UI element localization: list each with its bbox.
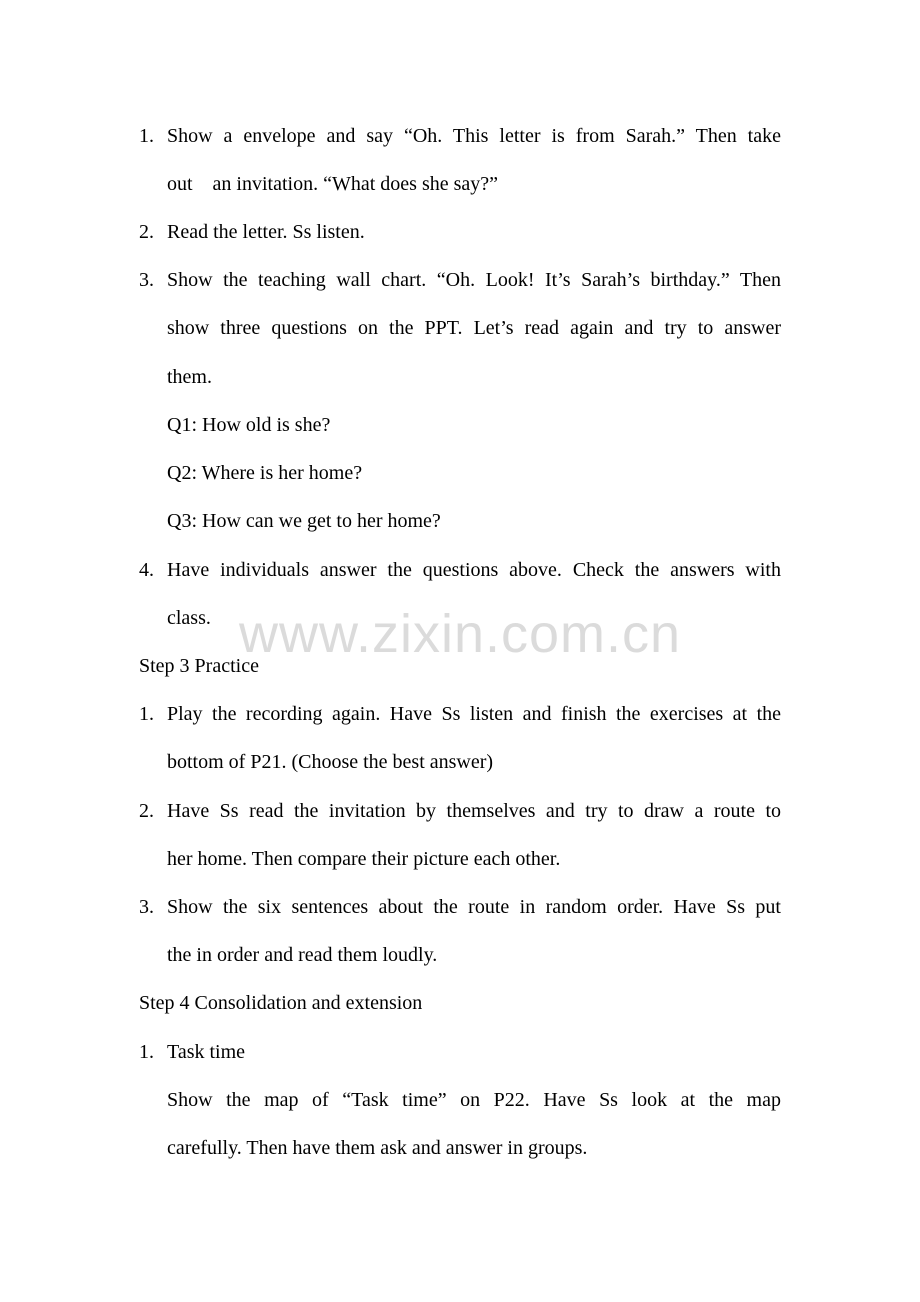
list-item-text: Show the teaching wall chart. “Oh. Look! It’s Sarah’s birthday.” Then <box>167 269 781 291</box>
list-item-text: Show the six sentences about the route in random order. Have Ss put <box>167 896 781 918</box>
list-item-text: Have Ss read the invitation by themselves and try to draw a route to <box>167 800 781 822</box>
section-heading: Step 4 Consolidation and extension <box>139 992 423 1014</box>
list-number: 3. <box>139 269 154 291</box>
list-item-text: Show the map of “Task time” on P22. Have Ss look at the map <box>167 1089 781 1111</box>
list-item-text: Show a envelope and say “Oh. This letter is from Sarah.” Then take <box>167 125 781 147</box>
watermark: www.zixin.com.cn <box>238 604 682 664</box>
list-item-text: Read the letter. Ss listen. <box>167 221 365 243</box>
list-number: 2. <box>139 221 154 243</box>
list-item-text: Task time <box>167 1041 246 1063</box>
list-number: 2. <box>139 800 154 822</box>
list-number: 3. <box>139 896 154 918</box>
list-item-text: Play the recording again. Have Ss listen and finish the exercises at the <box>167 703 781 725</box>
list-item-text: the in order and read them loudly. <box>167 944 438 966</box>
list-item-text: them. <box>167 366 212 388</box>
question-line: Q1: How old is she? <box>167 414 331 436</box>
list-item-text: class. <box>167 607 211 629</box>
question-line: Q2: Where is her home? <box>167 462 363 484</box>
list-number: 1. <box>139 703 154 725</box>
list-item-text: her home. Then compare their picture each other. <box>167 848 561 870</box>
list-item-text: out an invitation. “What does she say?” <box>167 173 499 195</box>
list-number: 4. <box>139 559 154 581</box>
list-number: 1. <box>139 1041 154 1063</box>
section-heading: Step 3 Practice <box>139 655 259 677</box>
list-item-text: Have individuals answer the questions above. Check the answers with <box>167 559 781 581</box>
list-item-text: show three questions on the PPT. Let’s read again and try to answer <box>167 317 781 339</box>
question-line: Q3: How can we get to her home? <box>167 510 441 532</box>
list-item-text: bottom of P21. (Choose the best answer) <box>167 751 494 773</box>
list-number: 1. <box>139 125 154 147</box>
list-item-text: carefully. Then have them ask and answer in groups. <box>167 1137 588 1159</box>
